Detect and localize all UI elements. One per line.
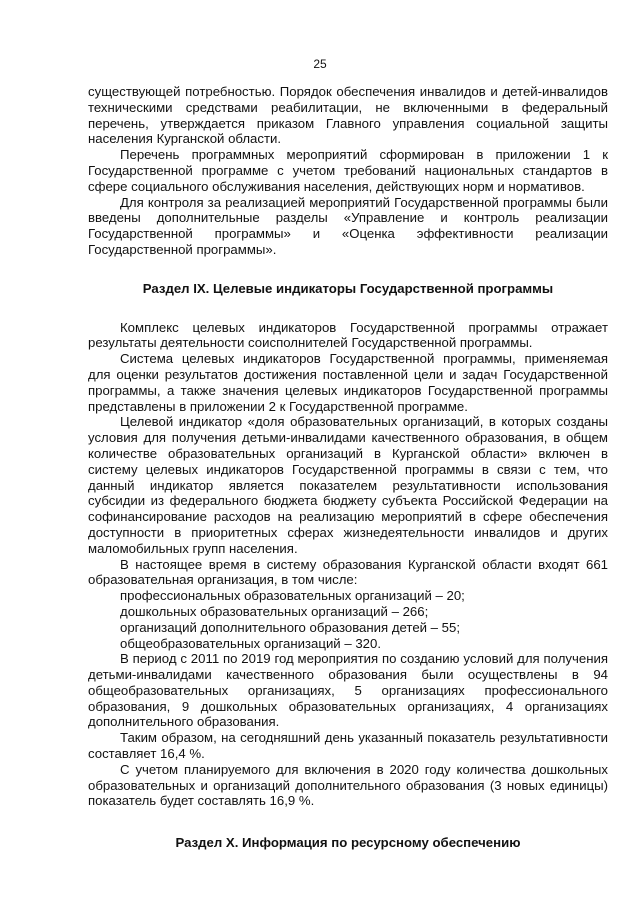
list-item: организаций дополнительного образования детей – 55; (120, 619, 461, 635)
paragraph: Комплекс целевых индикаторов Государственной программы отражает результаты деятельности соисполнителей Государственной программы. (88, 319, 608, 351)
list-item: профессиональных образовательных организаций – 20; (120, 588, 465, 604)
section-x-heading: Раздел X. Информация по ресурсному обеспечению (175, 835, 521, 851)
paragraph: Таким образом, на сегодняшний день указанный показатель результативности составляет 16,4 %. (88, 730, 608, 762)
page-number: 25 (313, 57, 327, 71)
section-ix-heading: Раздел IX. Целевые индикаторы Государственной программы (142, 280, 554, 296)
paragraph: В настоящее время в систему образования Курганской области входят 661 образовательная организация, в том числе: (88, 556, 608, 588)
list-item: общеобразовательных организаций – 320. (120, 635, 382, 651)
paragraph: С учетом планируемого для включения в 2020 году количества дошкольных образовательных и организаций дополнительного образования (3 новых единицы) показатель будет составлять 16,9 %. (88, 761, 608, 809)
paragraph: Для контроля за реализацией мероприятий Государственной программы были введены дополнительные разделы «Управление и контроль реализации Государственной программы» и «Оценка эффективности реализации Государственной программы». (88, 194, 608, 257)
document-body (88, 84, 608, 851)
paragraph: Система целевых индикаторов Государственной программы, применяемая для оценки результатов достижения поставленной цели и задач Государственной программы, а также значения целевых индикаторов Государственной программы представлены в приложении 2 к Государственной программе. (88, 351, 608, 414)
paragraph: Перечень программных мероприятий сформирован в приложении 1 к Государственной программе с учетом требований национальных стандартов в сфере социального обслуживания населения, действующих норм и нормативов. (88, 147, 608, 194)
paragraph: В период с 2011 по 2019 год мероприятия по созданию условий для получения детьми-инвалидами качественного образования были осуществлены в 94 общеобразовательных организациях, 5 организациях профессионального образования, 9 дошкольных образовательных организациях, 4 организациях дополнительного образования. (88, 651, 608, 730)
list-item: дошкольных образовательных организаций – 266; (120, 603, 429, 619)
paragraph: Целевой индикатор «доля образовательных организаций, в которых созданы условия для получения детьми-инвалидами качественного образования, в общем количестве образовательных организаций в Курганской области» включен в систему целевых индикаторов Государственной программы в связи с тем, что данный индикатор является показателем результативности использования субсидии из федерального бюджета бюджету субъекта Российской Федерации на софинансирование расходов на реализацию мероприятий в сфере обеспечения доступности в приоритетных сферах жизнедеятельности инвалидов и других маломобильных групп населения. (88, 414, 608, 556)
paragraph: существующей потребностью. Порядок обеспечения инвалидов и детей-инвалидов техническими средствами реабилитации, не включенными в федеральный перечень, утверждается приказом Главного управления социальной защиты населения Курганской области. (88, 84, 608, 147)
